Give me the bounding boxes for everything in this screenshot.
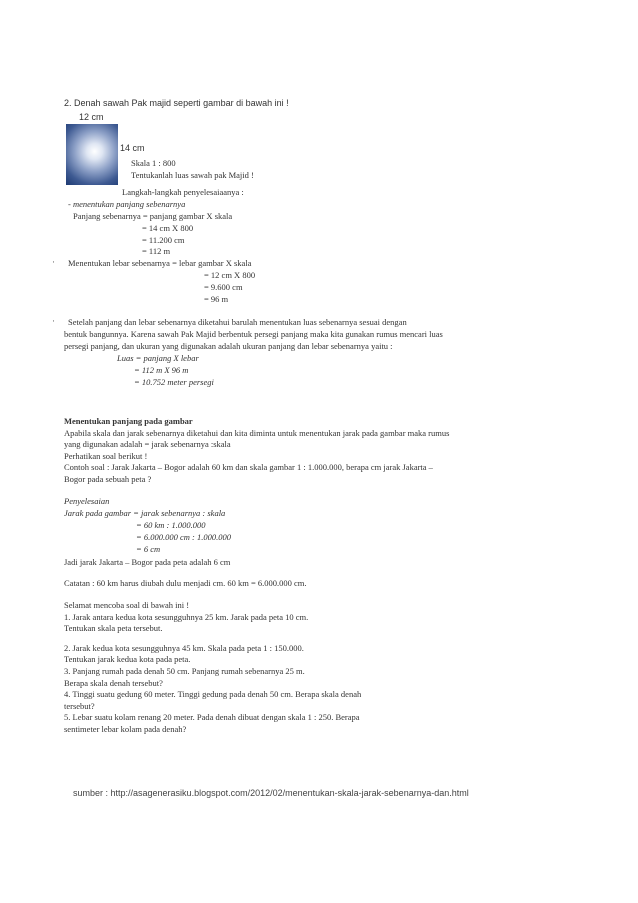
width-step-3: = 96 m xyxy=(204,294,229,304)
bullet-width: · xyxy=(52,257,55,267)
solution-step-2: = 6.000.000 cm : 1.000.000 xyxy=(136,532,231,542)
section-line: Apabila skala dan jarak sebenarnya diketahui dan kita diminta untuk menentukan jarak pada gambar maka rumus xyxy=(64,427,450,438)
exercise-line: Tentukan skala peta tersebut. xyxy=(64,623,163,634)
exercise-line: 4. Tinggi suatu gedung 60 meter. Tinggi gedung pada denah 50 cm. Berapa skala denah xyxy=(64,689,362,700)
length-step-3: = 112 m xyxy=(142,246,171,256)
area-formula: Luas = panjang X lebar xyxy=(117,353,199,363)
exercise-spacer xyxy=(64,635,361,643)
exercise-line: 3. Panjang rumah pada denah 50 cm. Panjang rumah sebenarnya 25 m. xyxy=(64,665,305,676)
section-line: Contoh soal : Jarak Jakarta – Bogor adalah 60 km dan skala gambar 1 : 1.000.000, berapa cm jarak Jakarta – xyxy=(64,462,433,473)
note-text: Catatan : 60 km harus diubah dulu menjadi cm. 60 km = 6.000.000 cm. xyxy=(64,578,307,588)
exercise-line: sentimeter lebar kolam pada denah? xyxy=(64,723,187,734)
question-heading: 2. Denah sawah Pak majid seperti gambar di bawah ini ! xyxy=(64,98,289,108)
length-title: - menentukan panjang sebenarnya xyxy=(68,199,186,209)
section-map-distance xyxy=(64,416,449,486)
width-step-1: = 12 cm X 800 xyxy=(204,270,256,280)
scale-text: Skala 1 : 800 xyxy=(131,158,176,168)
width-step-2: = 9.600 cm xyxy=(204,282,243,292)
exercise-line: 1. Jarak antara kedua kota sesungguhnya 25 km. Jarak pada peta 10 cm. xyxy=(64,611,309,622)
area-paragraph-2: bentuk bangunnya. Karena sawah Pak Majid berbentuk persegi panjang maka kita gunakan rumus mencari luas xyxy=(64,329,443,339)
width-title: Menentukan lebar sebenarnya = lebar gambar X skala xyxy=(68,258,252,268)
question-text: Tentukanlah luas sawah pak Majid ! xyxy=(131,170,254,180)
section-title: Menentukan panjang pada gambar xyxy=(64,416,193,426)
section-line: Perhatikan soal berikut ! xyxy=(64,450,148,461)
source-link[interactable]: sumber : http://asagenerasiku.blogspot.com/2012/02/menentukan-skala-jarak-sebenarnya-dan.html xyxy=(73,788,469,798)
area-step-1: = 112 m X 96 m xyxy=(134,365,189,375)
solution-step-1: = 60 km : 1.000.000 xyxy=(136,520,206,530)
exercise-line: 2. Jarak kedua kota sesungguhnya 45 km. Skala pada peta 1 : 150.000. xyxy=(64,642,304,653)
length-step-2: = 11.200 cm xyxy=(142,235,185,245)
solution-formula: Jarak pada gambar = jarak sebenarnya : skala xyxy=(64,508,226,518)
area-paragraph-1: Setelah panjang dan lebar sebenarnya diketahui barulah menentukan luas sebenarnya sesuai dengan xyxy=(68,317,407,327)
area-paragraph-3: persegi panjang, dan ukuran yang digunakan adalah ukuran panjang dan lebar sebenarnya yaitu : xyxy=(64,341,393,351)
steps-title: Langkah-langkah penyelesaiaanya : xyxy=(122,187,244,197)
exercise-line: Tentukan jarak kedua kota pada peta. xyxy=(64,654,191,665)
rice-field-figure xyxy=(66,124,118,185)
solution-title: Penyelesaian xyxy=(64,496,110,506)
exercise-line: 5. Lebar suatu kolam renang 20 meter. Pada denah dibuat dengan skala 1 : 250. Berapa xyxy=(64,712,360,723)
section-line: Bogor pada sebuah peta ? xyxy=(64,473,152,484)
section-line: yang digunakan adalah = jarak sebenarnya :skala xyxy=(64,439,231,450)
length-formula: Panjang sebenarnya = panjang gambar X skala xyxy=(73,211,233,221)
exercise-intro: Selamat mencoba soal di bawah ini ! xyxy=(64,600,190,610)
bullet-area: · xyxy=(52,316,55,326)
height-label: 14 cm xyxy=(120,143,145,153)
solution-step-3: = 6 cm xyxy=(136,544,161,554)
solution-conclusion: Jadi jarak Jakarta – Bogor pada peta adalah 6 cm xyxy=(64,557,231,567)
width-label: 12 cm xyxy=(79,112,104,122)
exercise-line: Berapa skala denah tersebut? xyxy=(64,677,163,688)
exercise-list xyxy=(64,600,361,736)
area-step-2: = 10.752 meter persegi xyxy=(134,377,214,387)
length-step-1: = 14 cm X 800 xyxy=(142,223,194,233)
exercise-line: tersebut? xyxy=(64,700,95,711)
